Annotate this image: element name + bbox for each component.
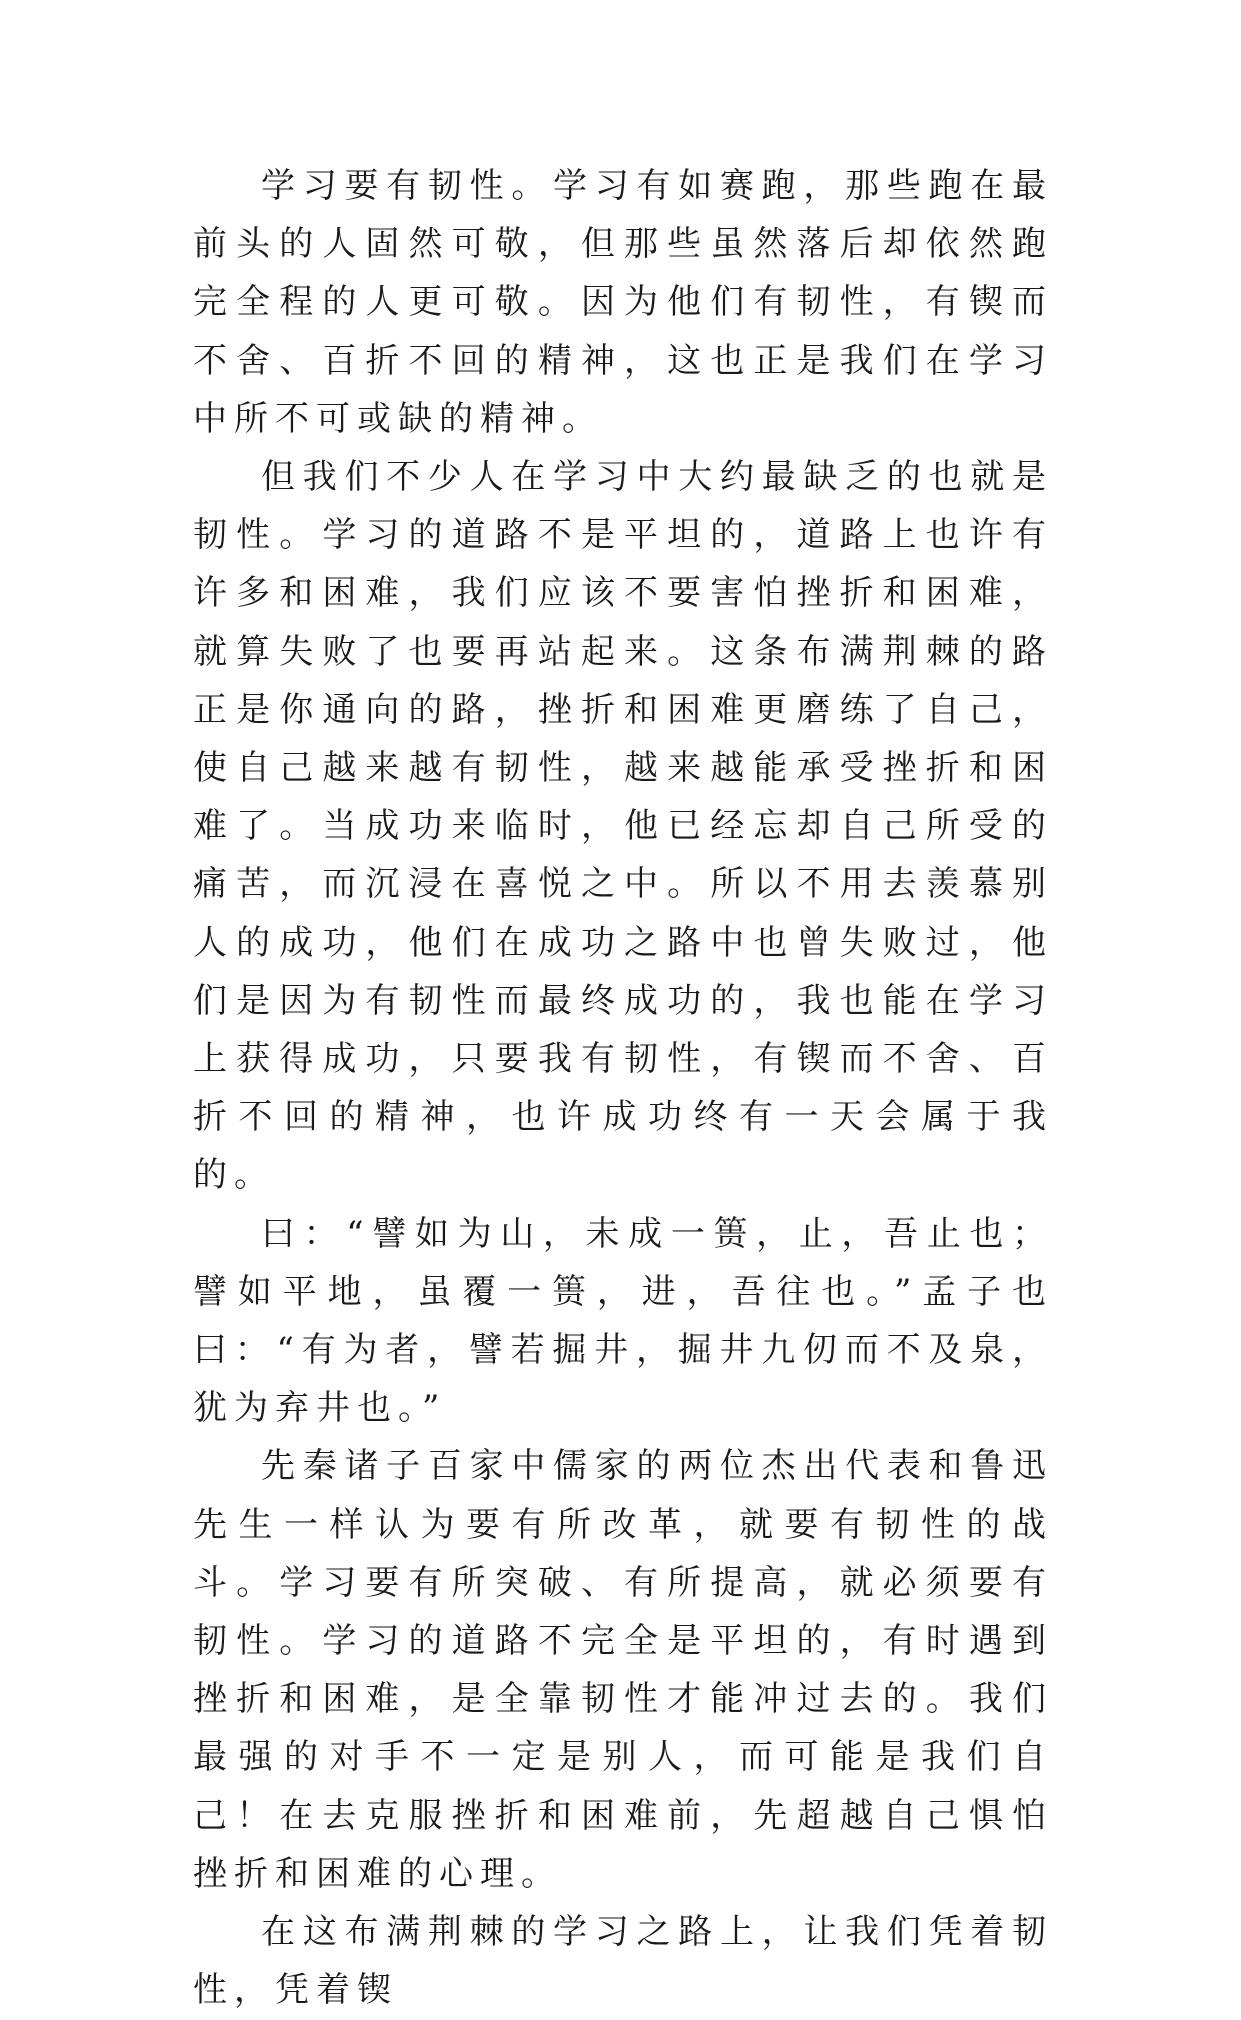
paragraph-5: 在这布满荆棘的学习之路上，让我们凭着韧性，凭着锲 [193,1912,1053,2011]
document-body [193,157,1053,2020]
paragraph-4: 先秦诸子百家中儒家的两位杰出代表和鲁迅先生一样认为要有所改革，就要有韧性的战斗。学习要有所突破、有所提高，就必须要有韧性。学习的道路不完全是平坦的，有时遇到挫折和困难，是全靠韧性才能冲过去的。我们最强的对手不一定是别人，而可能是我们自己！在去克服挫折和困难前，先超越自己惧怕挫折和困难的心理。 [193,1446,1053,1894]
paragraph-2: 但我们不少人在学习中大约最缺乏的也就是韧性。学习的道路不是平坦的，道路上也许有许多和困难，我们应该不要害怕挫折和困难，就算失败了也要再站起来。这条布满荆棘的路正是你通向的路，挫折和困难更磨练了自己，使自己越来越有韧性，越来越能承受挫折和困难了。当成功来临时，他已经忘却自己所受的痛苦，而沉浸在喜悦之中。所以不用去羡慕别人的成功，他们在成功之路中也曾失败过，他们是因为有韧性而最终成功的，我也能在学习上获得成功，只要我有韧性，有锲而不舍、百折不回的精神，也许成功终有一天会属于我的。 [193,457,1053,1196]
paragraph-1: 学习要有韧性。学习有如赛跑，那些跑在最前头的人固然可敬，但那些虽然落后却依然跑完全程的人更可敬。因为他们有韧性，有锲而不舍、百折不回的精神，这也正是我们在学习中所不可或缺的精神。 [193,166,1053,439]
paragraph-3: 曰：“譬如为山，未成一篑，止，吾止也；譬如平地，虽覆一篑，进，吾往也。”孟子也曰：“有为者，譬若掘井，掘井九仞而不及泉，犹为弃井也。” [193,1213,1053,1429]
